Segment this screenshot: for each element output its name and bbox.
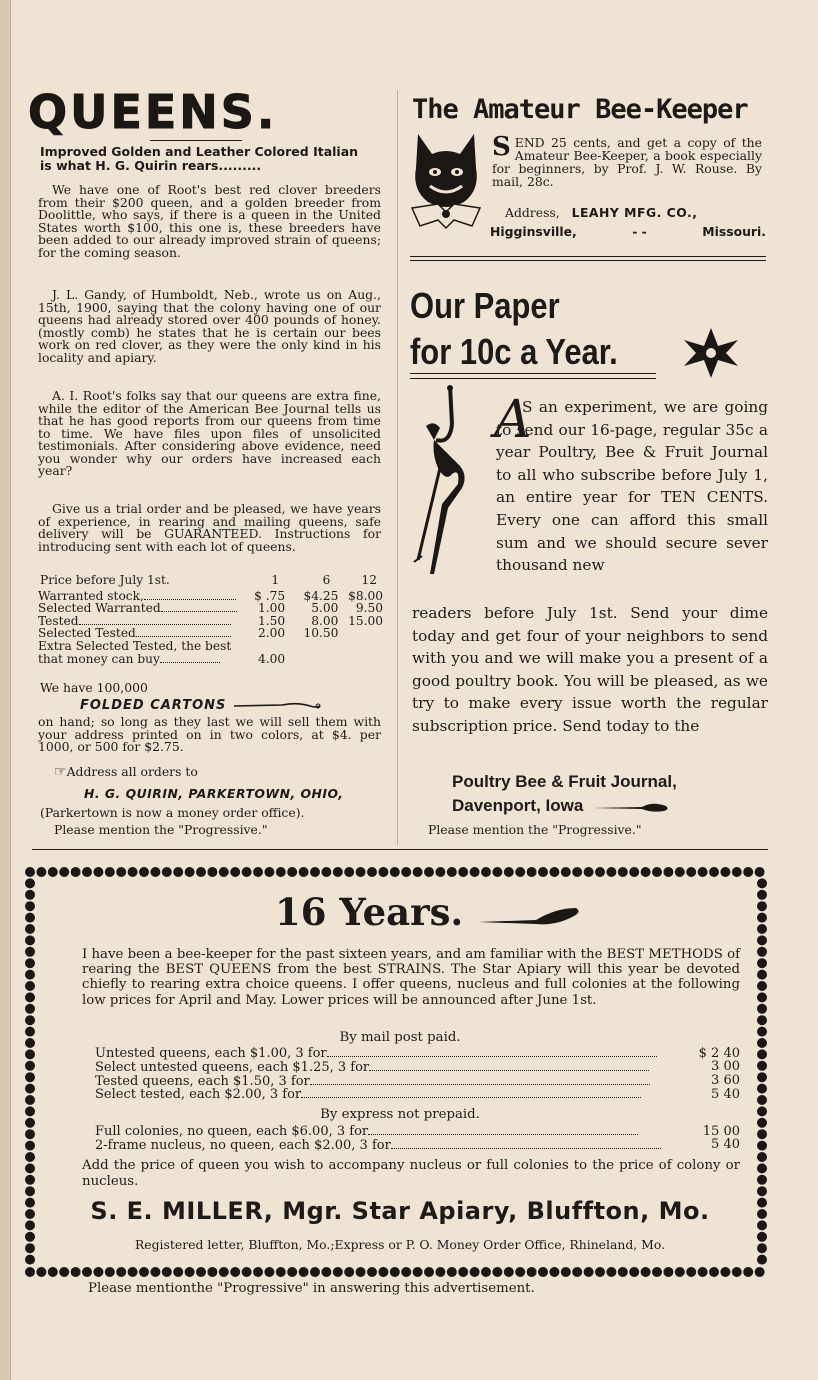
queens-paragraph-2: J. L. Gandy, of Humboldt, Neb., wrote us on Aug., 15th, 1900, saying that the colony having one of our queens had already stored over 400 pounds of honey. (mostly comb) he states that he is certain our bees work on red clover, as they were the only kind in his locality and apiary.	[38, 287, 381, 365]
price-item: Selected Tested	[38, 626, 136, 641]
section-double-rule	[410, 256, 766, 261]
paper-dropcap: A	[494, 390, 532, 450]
price-row-extra	[38, 653, 383, 666]
by-express-heading: By express not prepaid.	[320, 1107, 480, 1122]
add-price-note: Add the price of queen you wish to accompany nucleus or full colonies to the price of colony or nucleus.	[82, 1158, 740, 1189]
leahy-dashes: - -	[632, 224, 647, 239]
price-header-6: 6	[322, 573, 331, 587]
pointing-hand-icon: ☞	[54, 764, 67, 780]
price-6: 5.00	[311, 601, 339, 616]
paper-title-line1: Our Paper	[410, 285, 560, 326]
mail-item: Tested queens, each $1.50, 3 for	[95, 1073, 310, 1089]
pointing-flourish-icon	[588, 801, 672, 813]
price-12	[338, 627, 383, 640]
express-item: Full colonies, no queen, each $6.00, 3 for	[95, 1124, 369, 1139]
express-price: 15 00	[702, 1123, 740, 1139]
mail-price-row	[95, 1047, 740, 1061]
by-mail-heading: By mail post paid.	[339, 1030, 461, 1045]
pointing-flourish-icon	[476, 904, 586, 928]
amateur-text	[492, 132, 762, 189]
mail-price: $ 2 40	[698, 1045, 740, 1061]
paper-rule-2	[410, 378, 656, 379]
price-6: $4.25	[303, 588, 339, 603]
express-price-row	[95, 1139, 740, 1153]
dancing-figure-icon	[412, 384, 472, 584]
price-6: 8.00	[311, 613, 339, 628]
folded-cartons	[80, 698, 322, 713]
mail-price: 5 40	[711, 1086, 740, 1102]
queens-title: QUEENS.	[28, 85, 278, 139]
bottom-mention: Please mentionthe "Progressive" in answering this advertisement.	[88, 1281, 535, 1296]
binding-gutter	[0, 0, 11, 1380]
mail-item: Select tested, each $2.00, 3 for	[95, 1087, 302, 1103]
price-6: 10.50	[303, 626, 339, 641]
sixteen-years-text: 16 Years.	[275, 890, 464, 934]
quirin-address: H. G. QUIRIN, PARKERTOWN, OHIO,	[84, 786, 344, 801]
address-orders	[54, 764, 198, 780]
mail-price: 3 00	[711, 1059, 740, 1075]
express-price-row	[95, 1125, 740, 1139]
black-cat-icon	[408, 128, 484, 234]
queens-paragraph-3: A. I. Root's folks say that our queens are extra fine, while the editor of the American Bee Journal tells us that he has good reports from our queens from time to time. We have files upon files of unsolicited testimonials. After considering above evidence, need you wonder why our orders have increased each year?	[38, 388, 381, 478]
have-text: We have 100,000	[40, 680, 148, 695]
sixteen-years-title	[275, 890, 586, 934]
express-price-table	[95, 1125, 740, 1153]
price-1: 1.50	[257, 613, 286, 628]
price-header-row	[38, 574, 383, 587]
mail-price-table	[95, 1047, 740, 1102]
address-orders-label: Address all orders to	[66, 764, 198, 779]
price-1: 1.00	[257, 601, 286, 616]
queens-paragraph-4: Give us a trial order and be pleased, we have years of experience, in rearing and mailing queens, safe delivery will be GUARANTEED. Instructions for introducing sent with each lot of queens.	[38, 501, 381, 554]
leahy-city: Higginsville,	[490, 224, 577, 239]
left-mention: Please mention the "Progressive."	[54, 822, 268, 837]
price-1: 2.00	[257, 626, 286, 641]
price-header-1: 1	[271, 573, 280, 587]
extra-price: 4.00	[257, 651, 286, 666]
amateur-title: The Amateur Bee-Keeper	[412, 94, 748, 125]
mail-price: 3 60	[711, 1073, 740, 1089]
queens-subtitle: Improved Golden and Leather Colored Italian is what H. G. Quirin rears.........	[40, 144, 359, 173]
express-price: 5 40	[711, 1137, 740, 1153]
mail-price-row	[95, 1061, 740, 1075]
mail-price-row	[95, 1088, 740, 1102]
express-item: 2-frame nucleus, no queen, each $2.00, 3 for	[95, 1137, 391, 1153]
folded-cartons-label: FOLDED CARTONS	[80, 698, 227, 713]
price-row	[38, 602, 383, 615]
price-1: $ .75	[254, 588, 286, 603]
title-rule	[150, 140, 242, 141]
journal-city: Davenport, Iowa	[452, 796, 584, 815]
leahy-address-label: Address,	[505, 205, 560, 220]
paper-title-line2: for 10c a Year.	[410, 331, 618, 372]
registered-letter: Registered letter, Bluffton, Mo.;Express or P. O. Money Order Office, Rhineland, Mo.	[134, 1237, 666, 1252]
mail-item: Untested queens, each $1.00, 3 for	[95, 1046, 327, 1061]
column-divider	[397, 90, 398, 845]
miller-intro: I have been a bee-keeper for the past sixteen years, and am familiar with the BEST METHODS of rearing the BEST QUEENS from the best STRAINS. The Star Apiary will this year be devoted chiefly to rearing extra choice queens. I offer queens, nucleus and full colonies at the following low prices for April and May. Lower prices will be announced after June 1st.	[82, 947, 740, 1008]
price-12: $8.00	[348, 588, 383, 603]
price-12: 15.00	[348, 613, 383, 628]
queens-price-table	[38, 574, 383, 665]
page-divider	[32, 849, 768, 850]
journal-city-line	[452, 796, 672, 816]
mail-price-row	[95, 1075, 740, 1089]
paper-title	[410, 283, 634, 375]
extra-line-2: that money can buy	[38, 651, 160, 666]
amateur-dropcap: S	[492, 132, 511, 162]
leahy-city-line	[490, 224, 766, 239]
price-header-label: Price before July 1st.	[40, 573, 170, 587]
price-12: 9.50	[355, 601, 383, 616]
price-header-12: 12	[361, 573, 377, 587]
queens-paragraph-5: on hand; so long as they last we will sell them with your address printed on in two colors, at $4. per 1000, or 500 for $2.75.	[38, 714, 381, 754]
pointing-flourish-icon	[232, 701, 322, 711]
price-item: Selected Warranted	[38, 601, 161, 616]
right-mention: Please mention the "Progressive."	[428, 822, 642, 837]
leahy-company: LEAHY MFG. CO.,	[571, 205, 698, 220]
miller-signature: S. E. MILLER, Mgr. Star Apiary, Bluffton, Mo.	[90, 1197, 710, 1225]
maltese-cross-icon	[682, 326, 740, 380]
queens-paragraph-1: We have one of Root's best red clover breeders from their $200 queen, and a golden breeder from Doolittle, who says, if there is a queen in the United States worth $100, this one is, these breeders have been added to our already improved strain of queens; for the coming season.	[38, 182, 381, 260]
extra-line-1: Extra Selected Tested, the best	[38, 638, 232, 653]
leahy-address	[505, 205, 697, 220]
price-item: Warranted stock,	[38, 588, 144, 603]
journal-name: Poultry Bee & Fruit Journal,	[452, 772, 677, 791]
price-item: Tested	[38, 613, 79, 628]
leahy-state: Missouri.	[702, 224, 766, 239]
parkertown-note: (Parkertown is now a money order office).	[40, 805, 305, 820]
paper-body-continued: readers before July 1st. Send your dime today and get four of your neighbors to send with you and we will make you a present of a good poultry book. You will be pleased, as we try to make every issue worth the regular subscription price. Send today to the	[412, 604, 768, 735]
mail-item: Select untested queens, each $1.25, 3 for	[95, 1059, 370, 1075]
paper-rule-1	[410, 373, 656, 374]
paper-body: S an experiment, we are going to send our 16-page, regular 35c a year Poultry, Bee & Fruit Journal to all who subscribe before July 1, an entire year for TEN CENTS. Every one can afford this small sum and we should secure sever thousand new	[496, 398, 768, 575]
amateur-body: END 25 cents, and get a copy of the Amateur Bee-Keeper, a book especially for beginners, by Prof. J. W. Rouse. By mail, 28c.	[492, 135, 762, 189]
